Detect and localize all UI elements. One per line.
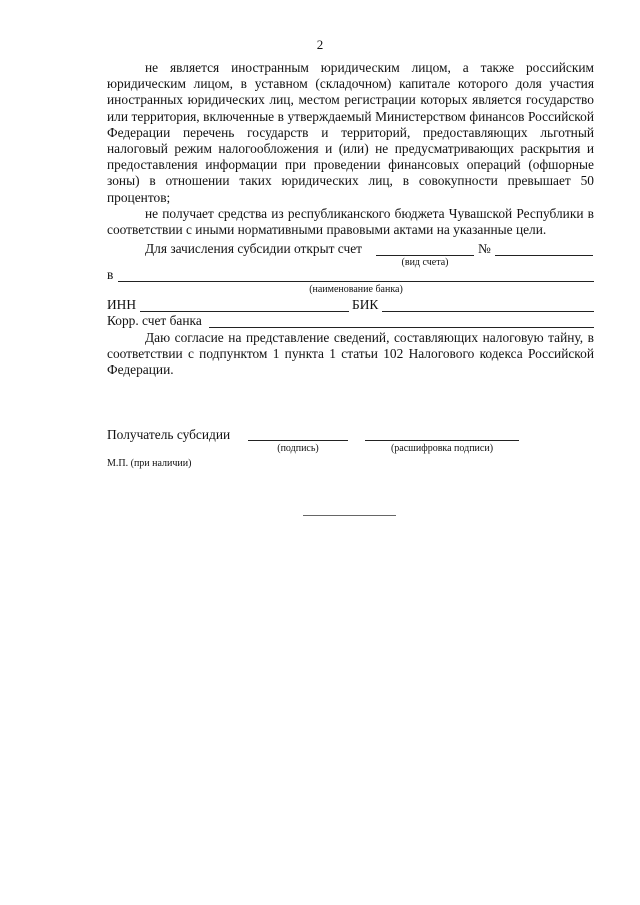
stamp-label: М.П. (при наличии) [107,458,192,469]
end-separator-line [303,515,396,516]
signature-line [248,440,348,441]
signature-caption: (подпись) [277,443,319,454]
account-type-line [376,255,474,256]
paragraph-foreign-entity: не является иностранным юридическим лицом, а также российским юридическим лицом, в уставном (складочном) капитале которого доля участия иностранных юридических лиц, местом регистрации которых является государство или территория, включенные в утверждаемый Министерством финансов Российской Федерации перечень государств и территорий, предоставляющих льготный налоговый режим налогообложения и (или) не предусматривающих раскрытия и предоставления информации при проведении финансовых операций (офшорные зоны) в отношении таких юридических лиц, в совокупности превышает 50 процентов; [107,60,594,205]
signature-decode-caption: (расшифровка подписи) [390,443,494,454]
paragraph-budget-funds: не получает средства из республиканского бюджета Чувашской Республики в соответствии с иными нормативными правовыми актами на указанные цели. [107,205,594,238]
bik-line [382,311,594,312]
account-label: Для зачисления субсидии открыт счет [145,241,363,256]
inn-line [140,311,349,312]
page-number: 2 [316,37,324,52]
corr-account-label: Корр. счет банка [107,313,202,328]
account-number-line [495,255,593,256]
account-type-caption: (вид счета) [401,257,449,268]
account-number-sign: № [478,241,491,256]
consent-text: Даю согласие на представление сведений, составляющих налоговую тайну, в соответствии с подпунктом 1 пункта 1 статьи 102 Налогового кодекса Российской Федерации. [107,330,594,378]
bank-name-line [118,281,594,282]
consent-block [107,330,594,379]
bik-label: БИК [352,297,379,312]
inn-label: ИНН [107,297,137,312]
bank-name-caption: (наименование банка) [309,284,403,295]
recipient-label: Получатель субсидии [107,427,231,442]
signature-decode-line [365,440,519,441]
corr-account-line [209,327,594,328]
body-text [107,60,594,238]
bank-prefix: в [107,267,114,282]
